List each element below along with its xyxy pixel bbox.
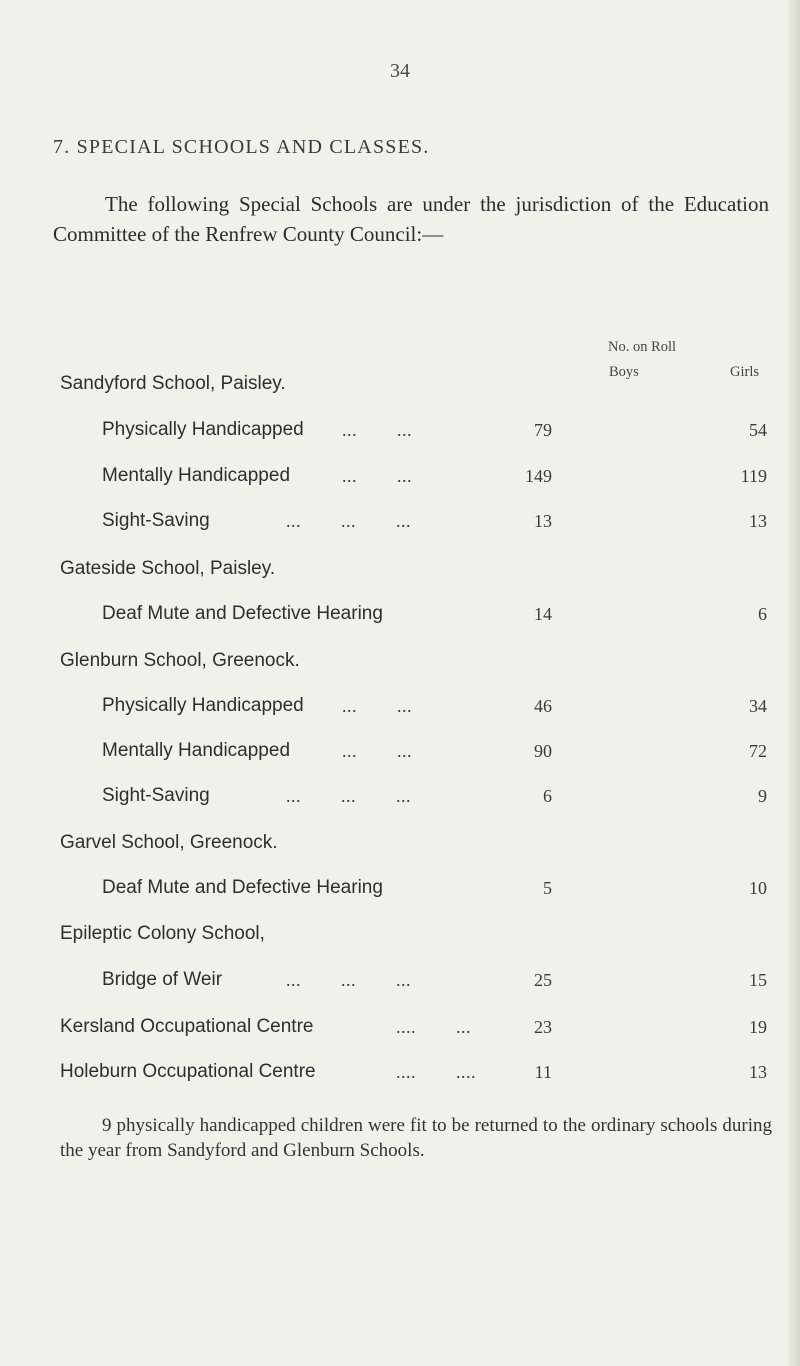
roll-header: No. on Roll [608,339,677,355]
row-label: Deaf Mute and Defective Hearing [102,603,383,624]
boys-column-header: Boys [609,364,639,380]
page-number: 34 [390,60,410,82]
row-label: Kersland Occupational Centre [60,1016,314,1037]
row-label: Deaf Mute and Defective Hearing [102,877,383,898]
row-label: Sight-Saving [102,510,210,531]
girls-count: 15 [749,970,767,990]
leader-dots: ... ... ... [286,786,411,806]
school-heading: Glenburn School, Greenock. [60,650,300,671]
intro-paragraph: The following Special Schools are under the jurisdiction of the Education Committee of the Renfrew County Council:— [53,192,769,246]
leader-dots: ... ... ... [286,511,411,531]
page-edge-shadow [786,0,800,1366]
boys-count: 13 [534,511,552,531]
boys-count: 11 [534,1062,552,1082]
girls-count: 13 [749,511,767,531]
boys-count: 14 [534,604,552,624]
boys-count: 149 [525,466,552,486]
section-title: 7. SPECIAL SCHOOLS AND CLASSES. [53,136,430,158]
girls-count: 72 [749,741,767,761]
girls-count: 119 [740,466,767,486]
school-heading: Gateside School, Paisley. [60,558,276,579]
row-label: Mentally Handicapped [102,465,291,486]
row-label: Sight-Saving [102,785,210,806]
girls-count: 9 [758,786,767,806]
boys-count: 5 [543,878,552,898]
leader-dots: ... ... ... [286,970,411,990]
girls-count: 54 [749,420,767,440]
row-label: Holeburn Occupational Centre [60,1061,316,1082]
boys-count: 6 [543,786,552,806]
row-label: Physically Handicapped [102,695,304,716]
girls-count: 34 [749,696,767,716]
school-heading: Garvel School, Greenock. [60,832,278,853]
girls-count: 10 [749,878,767,898]
leader-dots: ... ... [342,466,412,486]
girls-count: 19 [749,1017,767,1037]
school-heading: Epileptic Colony School, [60,923,265,944]
row-label: Bridge of Weir [102,969,223,990]
boys-count: 79 [534,420,552,440]
row-label: Physically Handicapped [102,419,304,440]
leader-dots: ... ... [342,420,412,440]
boys-count: 23 [534,1017,552,1037]
boys-count: 90 [534,741,552,761]
school-heading: Sandyford School, Paisley. [60,373,286,394]
leader-dots: .... ... [396,1017,471,1037]
footer-note: 9 physically handicapped children were fit to be returned to the ordinary schools during the year from Sandyford and Glenburn Schools. [60,1115,772,1161]
girls-count: 13 [749,1062,767,1082]
girls-count: 6 [758,604,767,624]
boys-count: 25 [534,970,552,990]
leader-dots: ... ... [342,741,412,761]
leader-dots: ... ... [342,696,412,716]
leader-dots: .... .... [396,1062,476,1082]
girls-column-header: Girls [730,364,759,380]
boys-count: 46 [534,696,552,716]
row-label: Mentally Handicapped [102,740,291,761]
